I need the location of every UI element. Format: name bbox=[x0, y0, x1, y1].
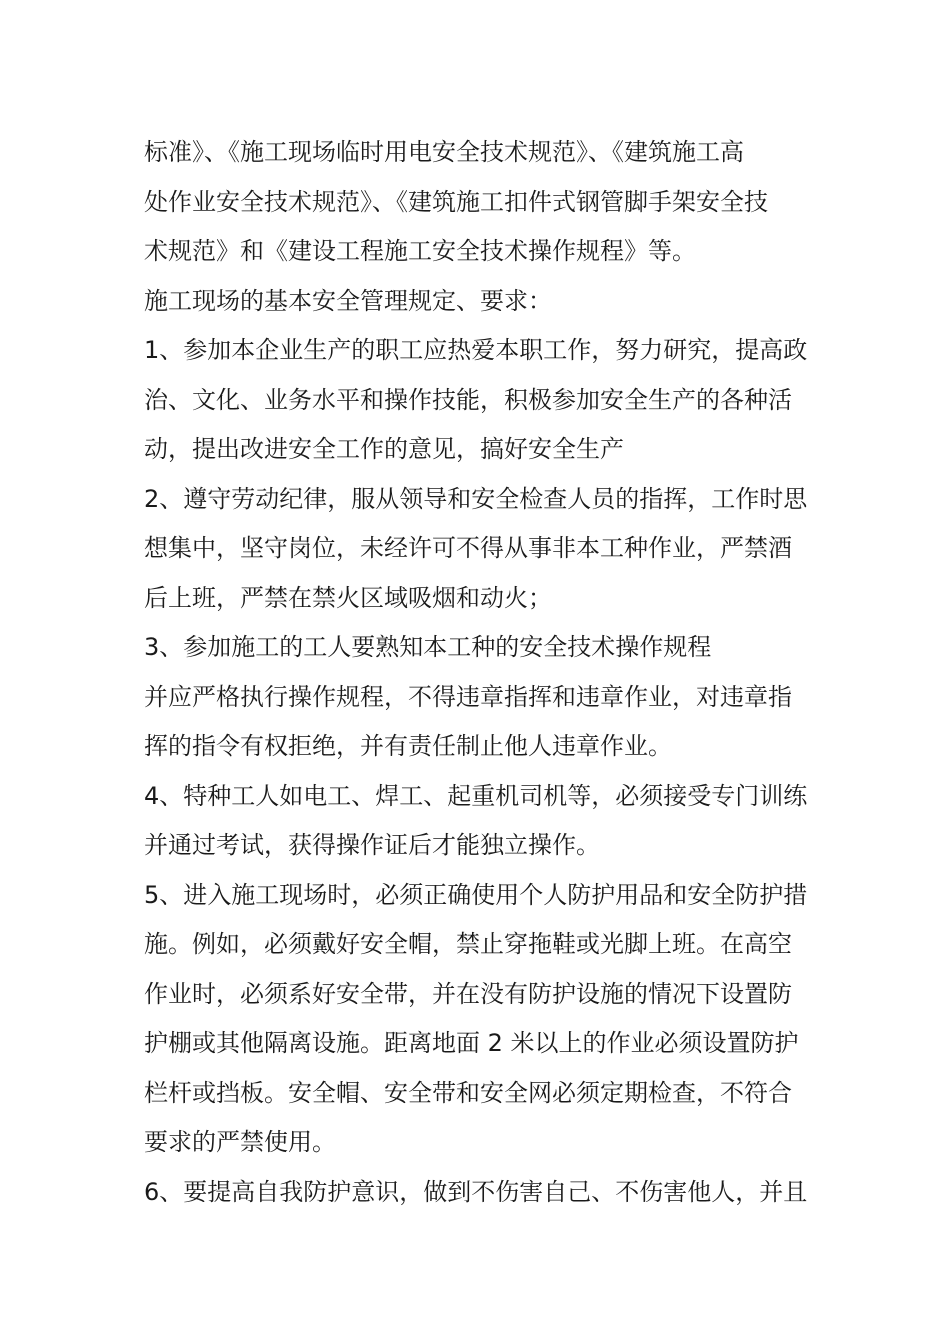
list-item-6-line: 6、要提高自我防护意识，做到不伤害自己、不伤害他人，并且 bbox=[144, 1177, 808, 1206]
list-item-3-line: 3、参加施工的工人要熟知本工种的安全技术操作规程 bbox=[144, 633, 712, 661]
text-line: 术规范》和《建设工程施工安全技术操作规程》等。 bbox=[144, 237, 696, 265]
list-item-5-line: 施。例如，必须戴好安全帽，禁止穿拖鞋或光脚上班。在高空 bbox=[144, 930, 792, 958]
list-item-5-line: 栏杆或挡板。安全帽、安全带和安全网必须定期检查，不符合 bbox=[144, 1078, 792, 1107]
list-item-3-line: 挥的指令有权拒绝，并有责任制止他人违章作业。 bbox=[144, 732, 672, 760]
list-item-4-line: 并通过考试，获得操作证后才能独立操作。 bbox=[144, 831, 600, 859]
list-item-2-line: 2、遵守劳动纪律，服从领导和安全检查人员的指挥，工作时思 bbox=[144, 484, 808, 513]
list-item-2-line: 后上班，严禁在禁火区域吸烟和动火； bbox=[144, 583, 552, 612]
list-item-4-line: 4、特种工人如电工、焊工、起重机司机等，必须接受专门训练 bbox=[144, 781, 808, 810]
list-item-1-line: 治、文化、业务水平和操作技能，积极参加安全生产的各种活 bbox=[144, 385, 792, 414]
list-item-5-line: 要求的严禁使用。 bbox=[144, 1128, 336, 1156]
list-item-1-line: 动，提出改进安全工作的意见，搞好安全生产 bbox=[144, 435, 624, 463]
list-item-1-line: 1、参加本企业生产的职工应热爱本职工作，努力研究，提高政 bbox=[144, 336, 808, 364]
list-item-2-line: 想集中，坚守岗位，未经许可不得从事非本工种作业，严禁酒 bbox=[144, 534, 792, 562]
list-item-5-line: 作业时，必须系好安全带，并在没有防护设施的情况下设置防 bbox=[144, 979, 792, 1008]
document-body bbox=[144, 128, 824, 1217]
list-item-3-line: 并应严格执行操作规程，不得违章指挥和违章作业，对违章指 bbox=[144, 682, 792, 711]
text-line: 标准》、《施工现场临时用电安全技术规范》、《建筑施工高 bbox=[144, 138, 744, 166]
list-item-5-line: 护棚或其他隔离设施。距离地面 2 米以上的作业必须设置防护 bbox=[144, 1029, 799, 1057]
list-item-5-line: 5、进入施工现场时，必须正确使用个人防护用品和安全防护措 bbox=[144, 880, 808, 909]
section-heading: 施工现场的基本安全管理规定、要求： bbox=[144, 286, 552, 315]
text-line: 处作业安全技术规范》、《建筑施工扣件式钢管脚手架安全技 bbox=[144, 187, 768, 216]
